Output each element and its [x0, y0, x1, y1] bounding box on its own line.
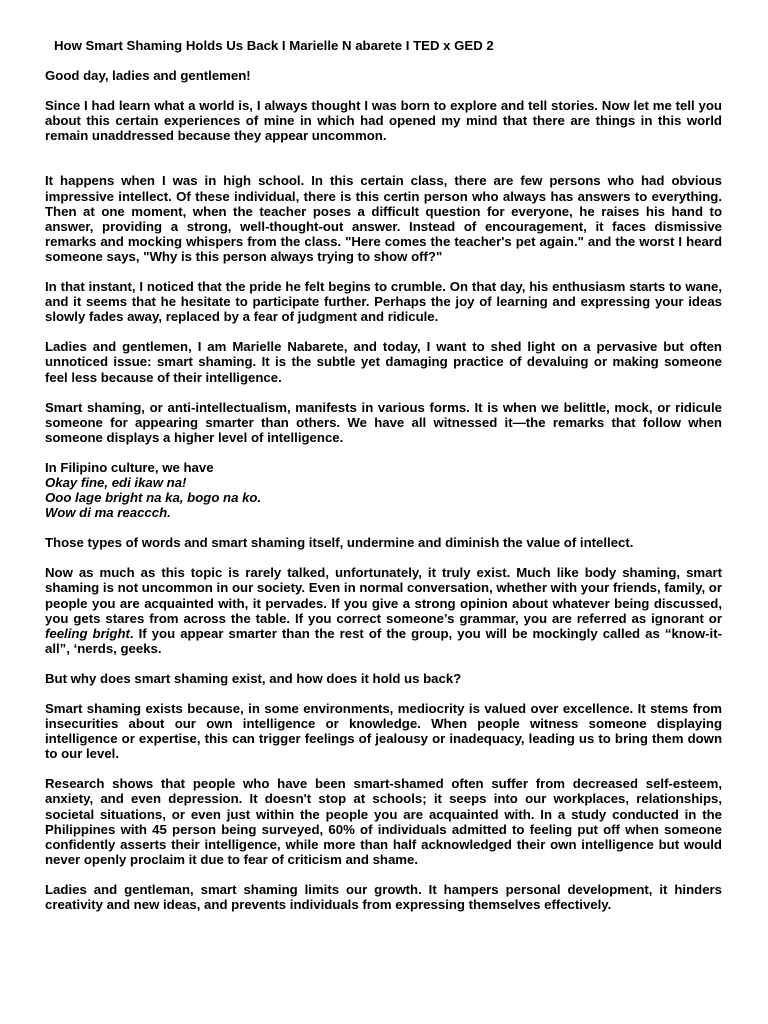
paragraph-speaker-intro: Ladies and gentlemen, I am Marielle Nabarete, and today, I want to shed light on a pervasive but often unnoticed issue: smart shaming. It is the subtle yet damaging practice of devaluing or making someone feel less because of their intelligence. — [45, 339, 722, 385]
document-title: How Smart Shaming Holds Us Back I Marielle N abarete I TED x GED 2 — [54, 38, 494, 53]
paragraph-research: Research shows that people who have been smart-shamed often suffer from decreased self-esteem, anxiety, and even depression. It doesn't stop at schools; it seeps into our workplaces, relationships, societal situations, or even just within the people you are acquainted with. In a study conducted in the Philippines with 45 person being surveyed, 60% of individuals admitted to feeling put off when someone confidently asserts their intelligence, while more than half acknowledged their own intelligence but would never openly proclaim it due to fear of criticism and shame. — [45, 776, 722, 867]
paragraph-body-shaming — [45, 565, 722, 656]
paragraph-definition: Smart shaming, or anti-intellectualism, manifests in various forms. It is when we belittle, mock, or ridicule someone for appearing smarter than others. We have all witnessed it—the remarks that follow when someone displays a higher level of intelligence. — [45, 399, 722, 445]
italic-phrase: feeling bright — [45, 625, 130, 641]
paragraph-text: . If you appear smarter than the rest of the group, you will be mockingly called as “know-it-all”, ‘nerds, geeks. — [45, 625, 722, 656]
filipino-phrase: Wow di ma reaccch. — [45, 505, 171, 521]
paragraph-undermine: Those types of words and smart shaming itself, undermine and diminish the value of intellect. — [45, 535, 634, 551]
paragraph-text: Now as much as this topic is rarely talked, unfortunately, it truly exist. Much like body shaming, smart shaming is not uncommon in our society. Even in normal conversation, whether with your friends, family, or people you are acquainted with, it pervades. If you give a strong opinion about whatever being discussed, you gets stares from across the table. If you correct someone’s grammar, you are referred as ignorant or — [45, 565, 722, 626]
paragraph-intro: Since I had learn what a world is, I always thought I was born to explore and tell stories. Now let me tell you about this certain experiences of mine in which had opened my mind that there are things in this world remain unaddressed because they appear uncommon. — [45, 98, 722, 144]
paragraph-question: But why does smart shaming exist, and how does it hold us back? — [45, 670, 462, 686]
paragraph-conclusion: Ladies and gentleman, smart shaming limits our growth. It hampers personal development, it hinders creativity and new ideas, and prevents individuals from expressing themselves effectively. — [45, 881, 722, 913]
filipino-phrases-block — [45, 460, 722, 520]
greeting: Good day, ladies and gentlemen! — [45, 68, 251, 84]
document-page — [45, 38, 722, 927]
paragraph-pride: In that instant, I noticed that the pride he felt begins to crumble. On that day, his enthusiasm starts to wane, and it seems that he hesitate to participate further. Perhaps the joy of learning and expressing your ideas slowly fades away, replaced by a fear of judgment and ridicule. — [45, 279, 722, 325]
paragraph-high-school: It happens when I was in high school. In this certain class, there are few persons who had obvious impressive intellect. Of these individual, there is this certin person who always has answers to everything. Then at one moment, when the teacher poses a difficult question for everyone, he raises his hand to answer, providing a strong, well-thought-out answer. Instead of encouragement, it faces dismissive remarks and mocking whispers from the class. "Here comes the teacher's pet again." and the worst I heard someone says, "Why is this person always trying to show off?" — [45, 173, 722, 264]
filipino-phrase: Ooo lage bright na ka, bogo na ko. — [45, 490, 262, 506]
filipino-intro: In Filipino culture, we have — [45, 459, 214, 475]
filipino-phrase: Okay fine, edi ikaw na! — [45, 474, 187, 490]
paragraph-why-exists: Smart shaming exists because, in some environments, mediocrity is valued over excellence. It stems from insecurities about our own intelligence or knowledge. When people witness someone displaying intelligence or expertise, this can trigger feelings of jealousy or inadequacy, leading us to bring them down to our level. — [45, 701, 722, 762]
